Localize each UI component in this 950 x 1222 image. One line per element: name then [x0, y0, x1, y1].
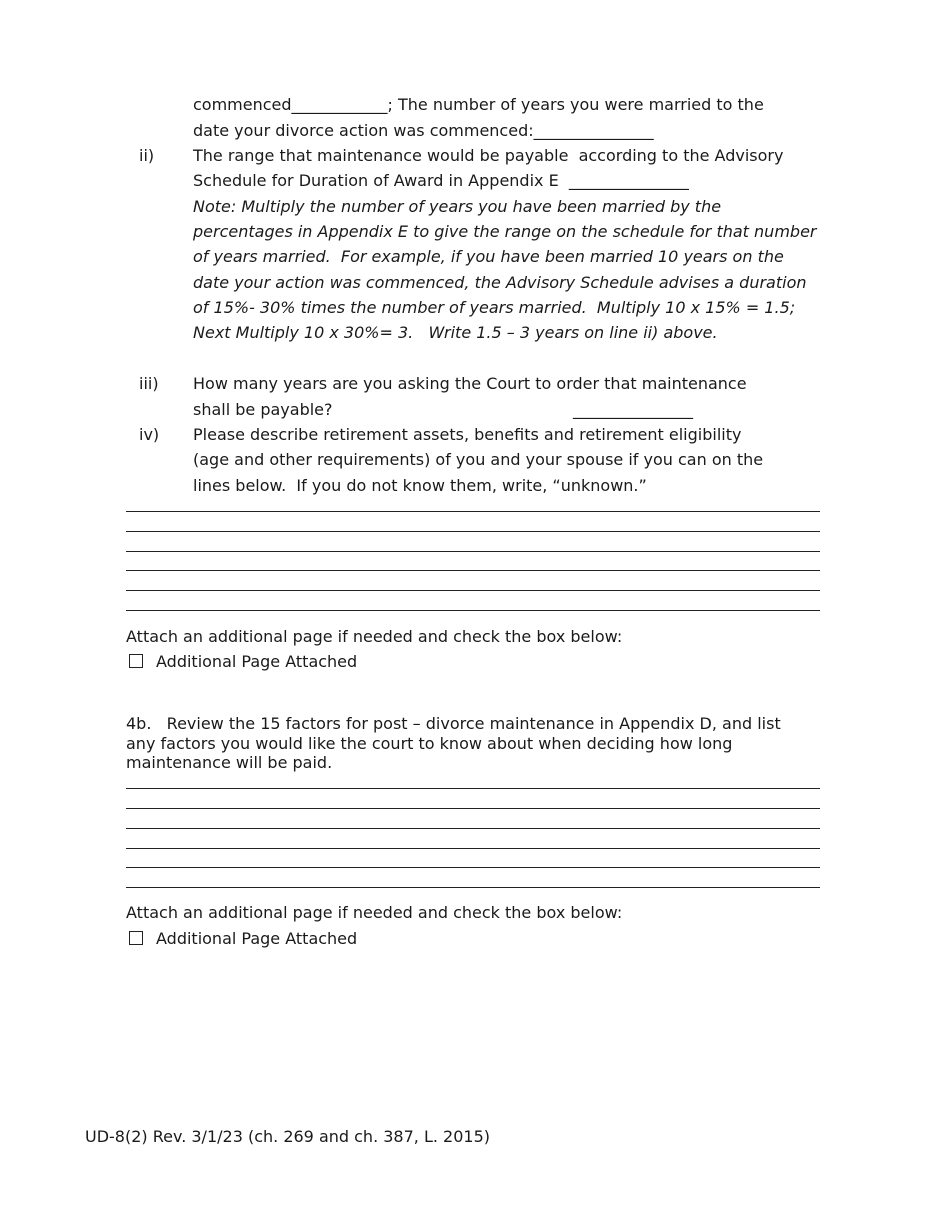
section-4b-line3: maintenance will be paid. — [126, 753, 333, 772]
item-i-line1: commenced____________; The number of years you were married to the — [193, 95, 764, 114]
additional-page-label-4a: Additional Page Attached — [156, 652, 358, 671]
item-ii-line1: The range that maintenance would be payable according to the Advisory — [193, 146, 784, 165]
item-ii-note-line5: of 15%- 30% times the number of years married. Multiply 10 x 15% = 1.5; — [193, 298, 796, 317]
answer-line[interactable] — [126, 828, 820, 829]
answer-line[interactable] — [126, 570, 820, 571]
item-iii-line1: How many years are you asking the Court to order that maintenance — [193, 374, 747, 393]
section-4b-line2: any factors you would like the court to know about when deciding how long — [126, 734, 733, 753]
item-iv-line1: Please describe retirement assets, benefits and retirement eligibility — [193, 425, 742, 444]
item-iv-label: iv) — [139, 425, 160, 444]
answer-line[interactable] — [126, 887, 820, 888]
additional-page-checkbox-4a[interactable] — [129, 654, 143, 668]
item-iii-line2: shall be payable? — [193, 400, 333, 419]
answer-line[interactable] — [126, 848, 820, 849]
attach-instruction-4a: Attach an additional page if needed and check the box below: — [126, 627, 623, 646]
answer-line[interactable] — [126, 788, 820, 789]
item-ii-label: ii) — [139, 146, 155, 165]
item-ii-note-line2: percentages in Appendix E to give the range on the schedule for that number — [193, 222, 817, 241]
answer-line[interactable] — [126, 531, 820, 532]
additional-page-label-4b: Additional Page Attached — [156, 929, 358, 948]
additional-page-checkbox-4b[interactable] — [129, 931, 143, 945]
answer-line[interactable] — [126, 808, 820, 809]
item-iv-line3: lines below. If you do not know them, write, “unknown.” — [193, 476, 647, 495]
answer-line[interactable] — [126, 551, 820, 552]
item-ii-note-line4: date your action was commenced, the Advisory Schedule advises a duration — [193, 273, 807, 292]
item-i-line2: date your divorce action was commenced:_______________ — [193, 121, 654, 140]
item-ii-note-line3: of years married. For example, if you have been married 10 years on the — [193, 247, 784, 266]
attach-instruction-4b: Attach an additional page if needed and check the box below: — [126, 903, 623, 922]
answer-line[interactable] — [126, 610, 820, 611]
form-id-footer: UD-8(2) Rev. 3/1/23 (ch. 269 and ch. 387, L. 2015) — [85, 1127, 490, 1146]
item-ii-note-line6: Next Multiply 10 x 30%= 3. Write 1.5 – 3 years on line ii) above. — [193, 323, 718, 342]
item-iii-label: iii) — [139, 374, 159, 393]
item-iv-line2: (age and other requirements) of you and your spouse if you can on the — [193, 450, 764, 469]
item-ii-line2: Schedule for Duration of Award in Appendix E _______________ — [193, 171, 689, 190]
answer-line[interactable] — [126, 867, 820, 868]
section-4b-line1: 4b. Review the 15 factors for post – divorce maintenance in Appendix D, and list — [126, 714, 781, 733]
item-ii-note-line1: Note: Multiply the number of years you have been married by the — [193, 197, 722, 216]
answer-line[interactable] — [126, 511, 820, 512]
answer-line[interactable] — [126, 590, 820, 591]
item-iii-answer-blank[interactable]: _______________ — [573, 400, 693, 419]
